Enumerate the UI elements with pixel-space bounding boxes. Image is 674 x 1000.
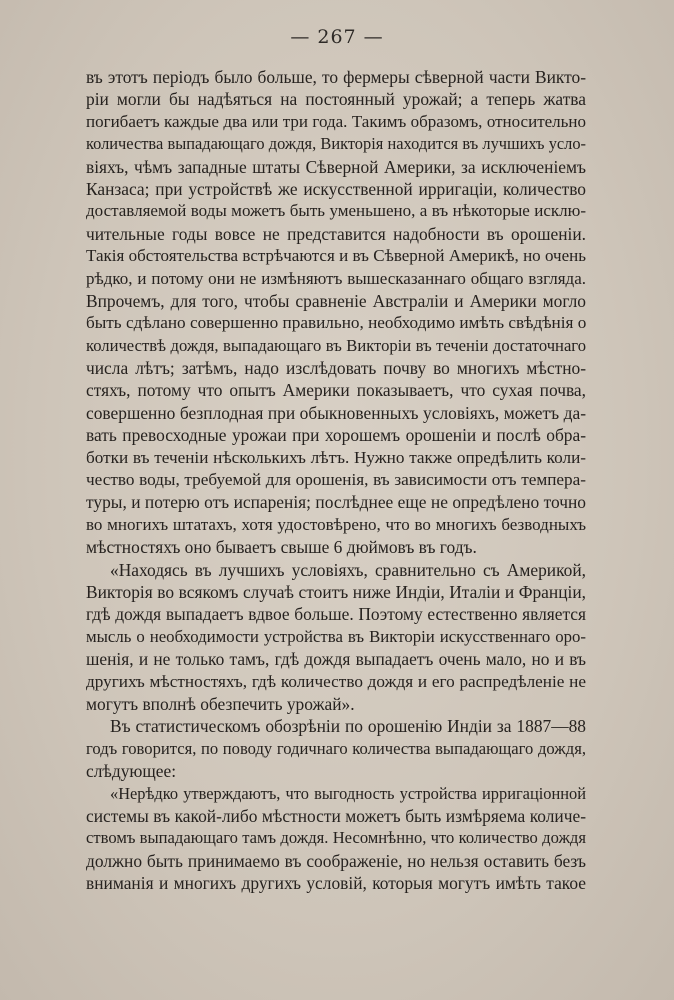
text-line: вниманія и многихъ другихъ условій, которыя могутъ имѣть такое — [86, 873, 586, 894]
text-line: совершенно безплодная при обыкновенныхъ условіяхъ, можетъ да- — [86, 402, 586, 423]
text-line: количества выпадающаго дождя, Викторія находится въ лучшихъ усло- — [86, 134, 586, 154]
text-line: Такія обстоятельства встрѣчаются и въ Сѣверной Америкѣ, но очень — [86, 246, 586, 266]
text-line: могутъ вполнѣ обезпечить урожай». — [86, 693, 355, 714]
text-line: въ этотъ періодъ было больше, то фермеры сѣверной части Викто- — [86, 67, 586, 87]
page-number: — 267 — — [290, 26, 384, 48]
text-line: «Нерѣдко утверждаютъ, что выгодность устройства ирригаціонной — [110, 783, 586, 803]
text-line: вать превосходные урожаи при хорошемъ орошеніи и послѣ обра- — [86, 425, 586, 446]
text-line: доставляемой воды можетъ быть уменьшено, а въ нѣкоторые исклю- — [86, 201, 586, 221]
text-line: числа лѣтъ; затѣмъ, надо изслѣдовать почву во многихъ мѣстно- — [86, 358, 586, 379]
text-line: системы въ какой-либо мѣстности можетъ быть измѣряема количе- — [86, 805, 586, 826]
text-line: погибаетъ каждые два или три года. Такимъ образомъ, относительно — [86, 111, 586, 131]
text-line: должно быть принимаемо въ соображеніе, но нельзя оставить безъ — [86, 850, 586, 871]
text-line: мысль о необходимости устройства въ Викторіи искусственнаго оро- — [86, 626, 586, 646]
text-line: мѣстностяхъ оно бываетъ свыше 6 дюймовъ въ годъ. — [86, 537, 477, 558]
text-line: рѣдко, и потому они не измѣняютъ вышесказаннаго общаго взгляда. — [86, 268, 586, 288]
text-line: стяхъ, потому что опытъ Америки показываетъ, что сухая почва, — [86, 380, 586, 401]
text-line: ріи могли бы надѣяться на постоянный урожай; а теперь жатва — [86, 89, 586, 110]
text-line: слѣдующее: — [86, 761, 177, 782]
text-line: чительные годы вовсе не представится надобности въ орошеніи. — [86, 223, 586, 244]
text-line: гдѣ дождя выпадаетъ вдвое больше. Поэтому естественно является — [86, 604, 586, 625]
text-line: Канзаса; при устройствѣ же искусственной ирригаціи, количество — [86, 178, 586, 199]
text-line: Въ статистическомъ обозрѣніи по орошенію Индіи за 1887—88 — [110, 716, 586, 737]
text-line: во многихъ штатахъ, хотя удостовѣрено, что во многихъ безводныхъ — [86, 514, 586, 534]
text-line: быть сдѣлано совершенно правильно, необходимо имѣть свѣдѣнія о — [86, 313, 587, 333]
text-line: количествѣ дождя, выпадающаго въ Викторіи въ теченіи достаточнаго — [86, 335, 586, 355]
text-line: віяхъ, чѣмъ западные штаты Сѣверной Америки, за исключеніемъ — [86, 156, 586, 177]
text-line: ствомъ выпадающаго тамъ дождя. Несомнѣнно, что количество дождя — [86, 828, 586, 848]
text-line: чество воды, требуемой для орошенія, въ зависимости отъ темпера- — [86, 470, 586, 490]
text-line: Викторія во всякомъ случаѣ стоитъ ниже Индіи, Италіи и Франціи, — [86, 581, 586, 602]
text-line: ботки въ теченіи нѣсколькихъ лѣтъ. Нужно также опредѣлить коли- — [86, 447, 586, 467]
text-line: туры, и потерю отъ испаренія; послѣднее еще не опредѣлено точно — [86, 492, 586, 513]
body-text — [86, 66, 586, 894]
text-line: шенія, и не только тамъ, гдѣ дождя выпадаетъ очень мало, но и въ — [86, 649, 586, 670]
text-line: другихъ мѣстностяхъ, гдѣ количество дождя и его распредѣленіе не — [86, 671, 586, 691]
text-line: «Находясь въ лучшихъ условіяхъ, сравнительно съ Америкой, — [110, 559, 586, 580]
text-line: Впрочемъ, для того, чтобы сравненіе Австраліи и Америки могло — [86, 290, 586, 311]
text-line: годъ говорится, по поводу годичнаго количества выпадающаго дождя, — [86, 738, 586, 758]
